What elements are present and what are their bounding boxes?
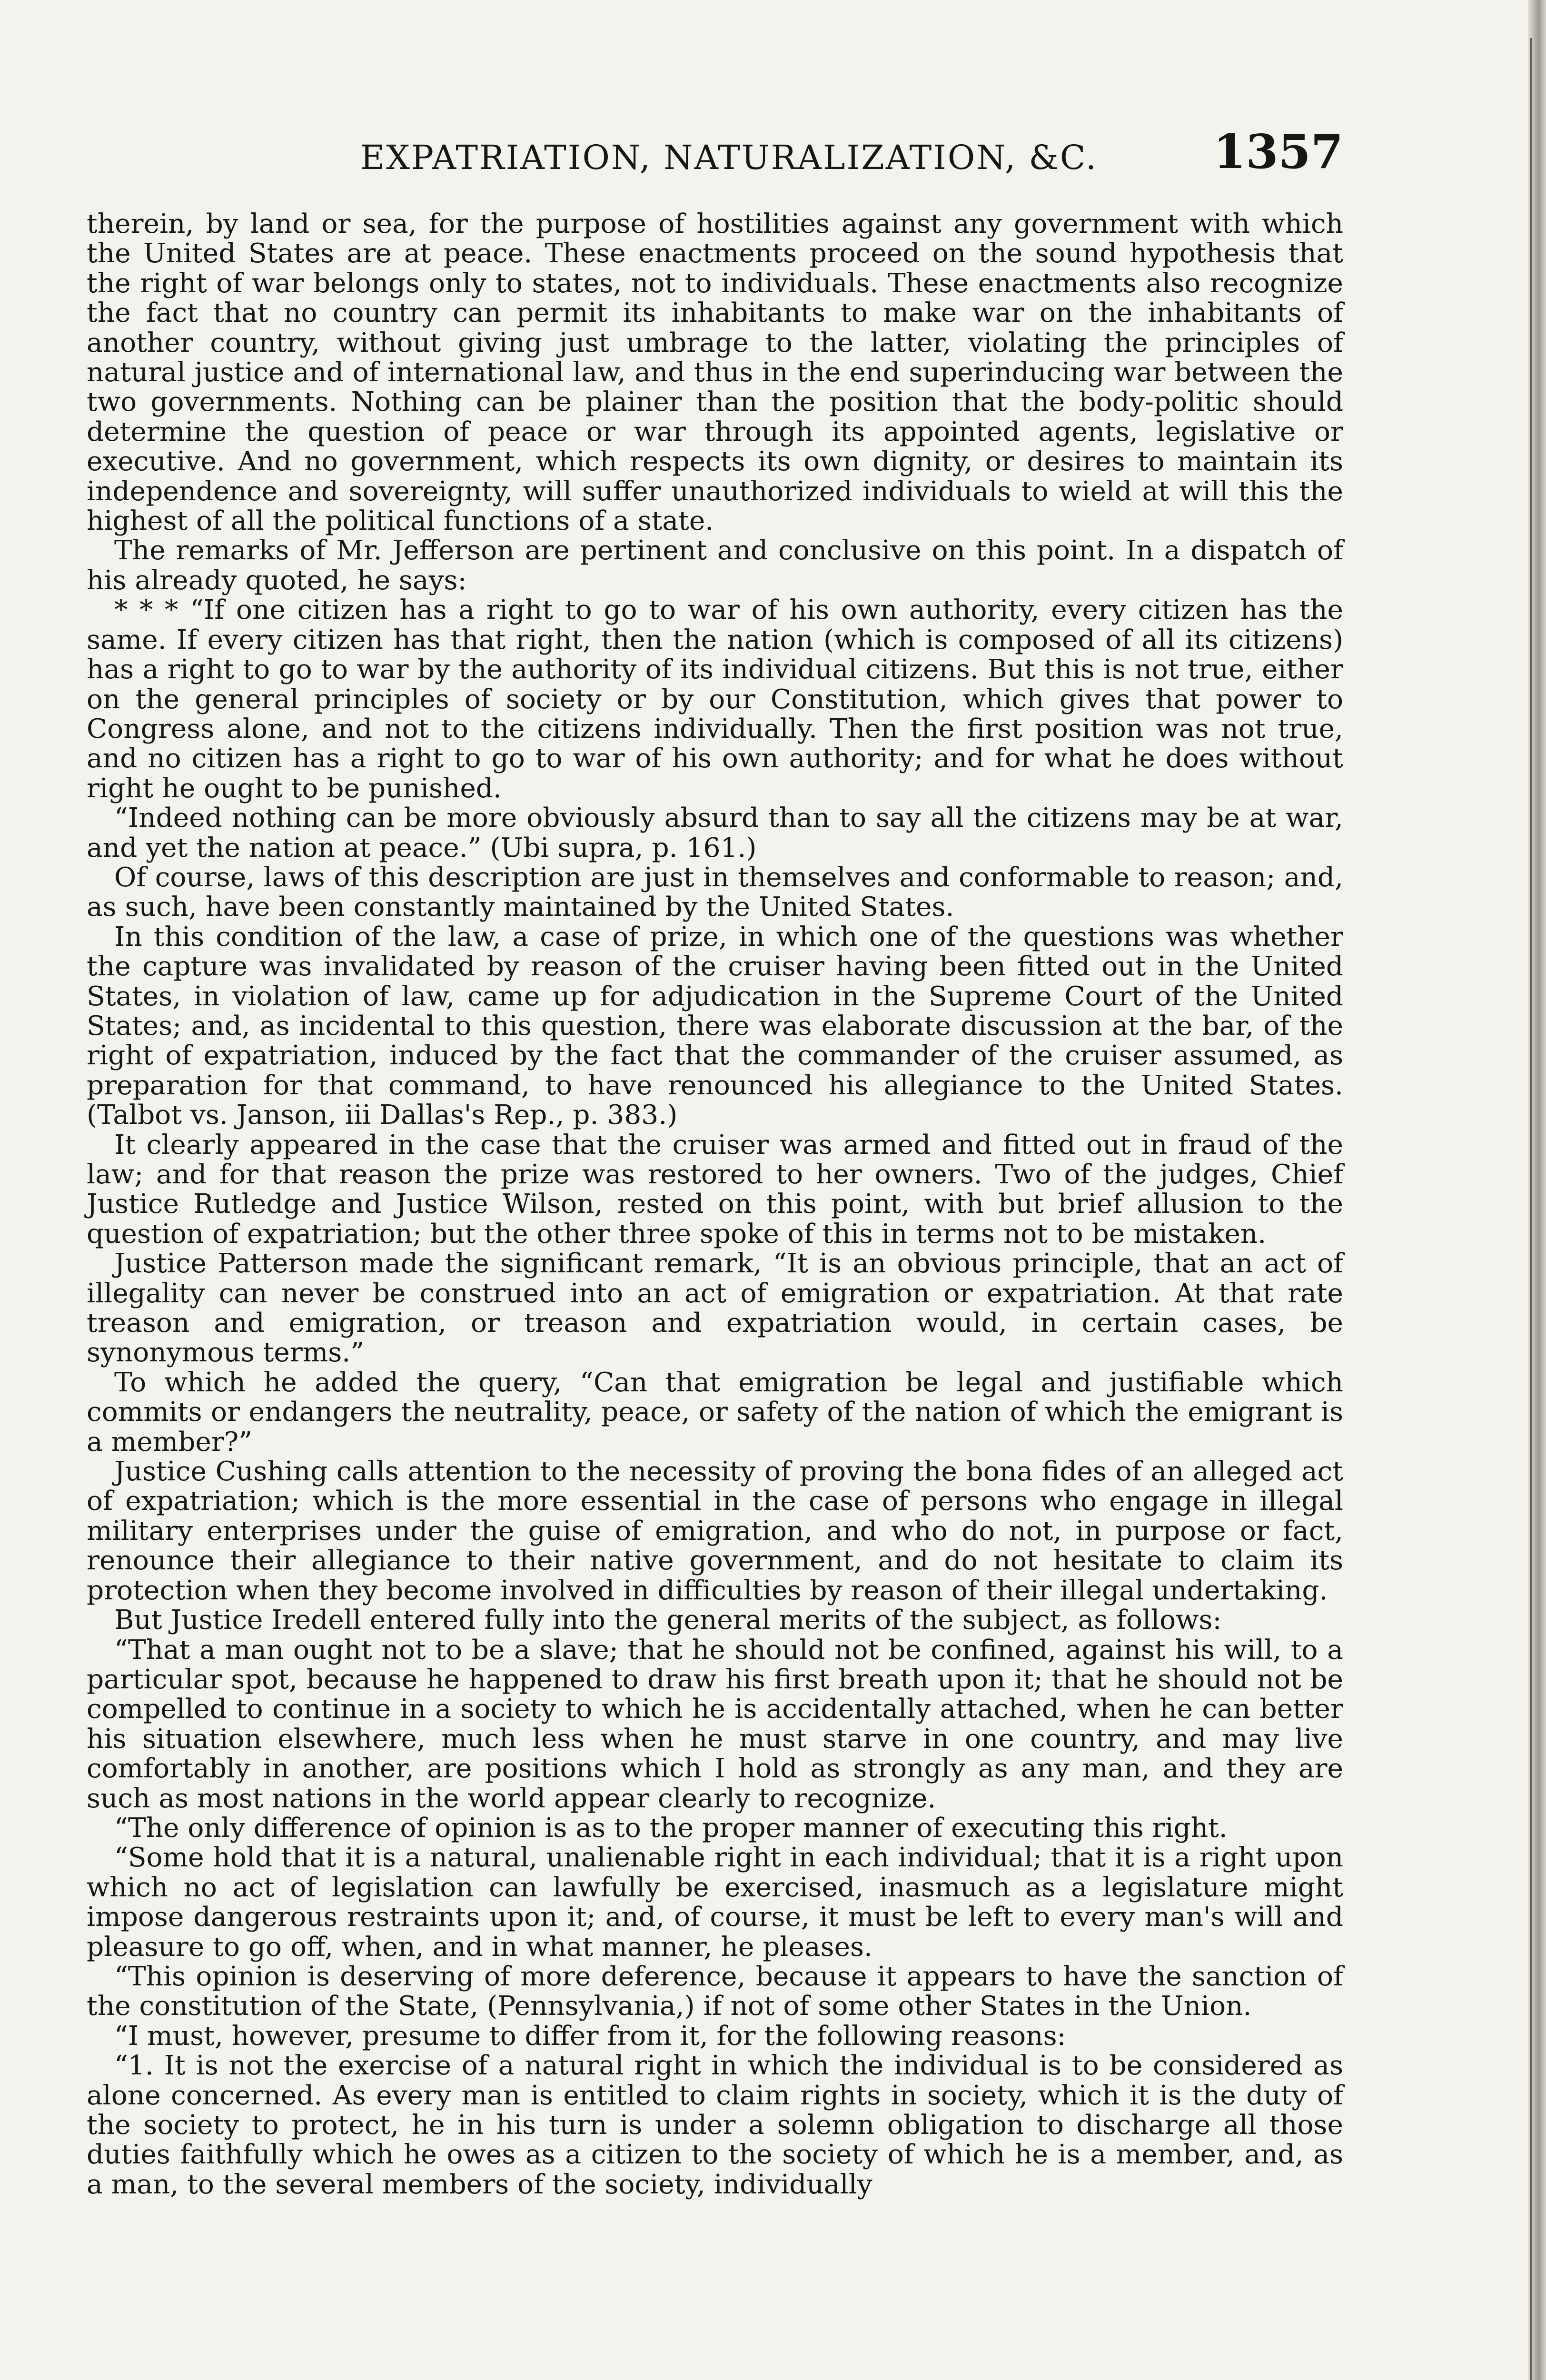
paragraph: In this condition of the law, a case of prize, in which one of the questions was whether the capture was invalidated by reason of the cruiser having been fitted out in the United States, in violation of law, came up for adjudication in the Supreme Court of the United States; and, as incidental to this question, there was elaborate discussion at the bar, of the right of expatriation, induced by the fact that the commander of the cruiser assumed, as preparation for that command, to have renounced his allegiance to the United States. (Talbot vs. Janson, iii Dallas's Rep., p. 383.)	[87, 921, 1343, 1131]
quote-paragraph: “Some hold that it is a natural, unalienable right in each individual; that it is a right upon which no act of legislation can lawfully be exercised, inasmuch as a legislature might impose dangerous restraints upon it; and, of course, it must be left to every man's will and pleasure to go off, when, and in what manner, he pleases.	[87, 1842, 1343, 1963]
quote-paragraph: “I must, however, presume to differ from it, for the following reasons:	[114, 2020, 1066, 2052]
paragraph: To which he added the query, “Can that emigration be legal and justifiable which commits or endangers the neutrality, peace, or safety of the nation of which the emigrant is a member?”	[87, 1367, 1343, 1458]
paragraph: But Justice Iredell entered fully into the general merits of the subject, as follows:	[114, 1605, 1222, 1636]
quote-paragraph: “Indeed nothing can be more obviously absurd than to say all the citizens may be at war, and yet the nation at peace.” (Ubi supra, p. 161.)	[87, 803, 1343, 863]
quote-paragraph: “1. It is not the exercise of a natural right in which the individual is to be considered as alone concerned. As every man is entitled to claim rights in society, which it is the duty of the society to protect, he in his turn is under a solemn obligation to discharge all those duties faithfully which he owes as a citizen to the society of which he is a member, and, as a man, to the several members of the society, individually	[87, 2050, 1343, 2200]
page-number: 1357	[1213, 125, 1343, 179]
quote-paragraph: “That a man ought not to be a slave; that he should not be confined, against his will, to a particular spot, because he happened to draw his first breath upon it; that he should not be compelled to continue in a society to which he is accidentally attached, when he can better his situation elsewhere, much less when he must starve in one country, and may live comfortably in another, are positions which I hold as strongly as any man, and they are such as most nations in the world appear clearly to recognize.	[87, 1634, 1343, 1814]
paragraph: The remarks of Mr. Jefferson are pertinent and conclusive on this point. In a dispatch of his already quoted, he says:	[87, 535, 1343, 596]
paragraph: Of course, laws of this description are just in themselves and conformable to reason; and, as such, have been constantly maintained by the United States.	[87, 862, 1343, 923]
body-text	[87, 209, 1343, 2200]
page-header	[87, 125, 1343, 182]
running-title: EXPATRIATION, NATURALIZATION, &C.	[360, 138, 1098, 177]
paragraph: It clearly appeared in the case that the cruiser was armed and fitted out in fraud of the law; and for that reason the prize was restored to her owners. Two of the judges, Chief Justice Rutledge and Justice Wilson, rested on this point, with but brief allusion to the question of expatriation; but the other three spoke of this in terms not to be mistaken.	[87, 1129, 1343, 1250]
paragraph: Justice Cushing calls attention to the necessity of proving the bona fides of an alleged act of expatriation; which is the more essential in the case of persons who engage in illegal military enterprises under the guise of emigration, and who do not, in purpose or fact, renounce their allegiance to their native government, and do not hesitate to claim its protection when they become involved in difficulties by reason of their illegal undertaking.	[87, 1456, 1343, 1606]
paragraph: therein, by land or sea, for the purpose of hostilities against any government with which the United States are at peace. These enactments proceed on the sound hypothesis that the right of war belongs only to states, not to individuals. These enactments also recognize the fact that no country can permit its inhabitants to make war on the inhabitants of another country, without giving just umbrage to the latter, violating the principles of natural justice and of international law, and thus in the end superinducing war between the two governments. Nothing can be plainer than the position that the body-politic should determine the question of peace or war through its appointed agents, legislative or executive. And no government, which respects its own dignity, or desires to maintain its independence and sovereignty, will suffer unauthorized individuals to wield at will this the highest of all the political functions of a state.	[87, 208, 1343, 537]
quote-paragraph: * * * “If one citizen has a right to go to war of his own authority, every citizen has the same. If every citizen has that right, then the nation (which is composed of all its citizens) has a right to go to war by the authority of its individual citizens. But this is not true, either on the general principles of society or by our Constitution, which gives that power to Congress alone, and not to the citizens individually. Then the first position was not true, and no citizen has a right to go to war of his own authority; and for what he does without right he ought to be punished.	[87, 595, 1343, 804]
page-edge-line	[1530, 38, 1532, 2380]
paragraph: Justice Patterson made the significant remark, “It is an obvious principle, that an act of illegality can never be construed into an act of emigration or expatriation. At that rate treason and emigration, or treason and expatriation would, in certain cases, be synonymous terms.”	[87, 1248, 1343, 1368]
quote-paragraph: “This opinion is deserving of more deference, because it appears to have the sanction of the constitution of the State, (Pennsylvania,) if not of some other States in the Union.	[87, 1961, 1343, 2022]
quote-paragraph: “The only difference of opinion is as to the proper manner of executing this right.	[114, 1812, 1228, 1844]
